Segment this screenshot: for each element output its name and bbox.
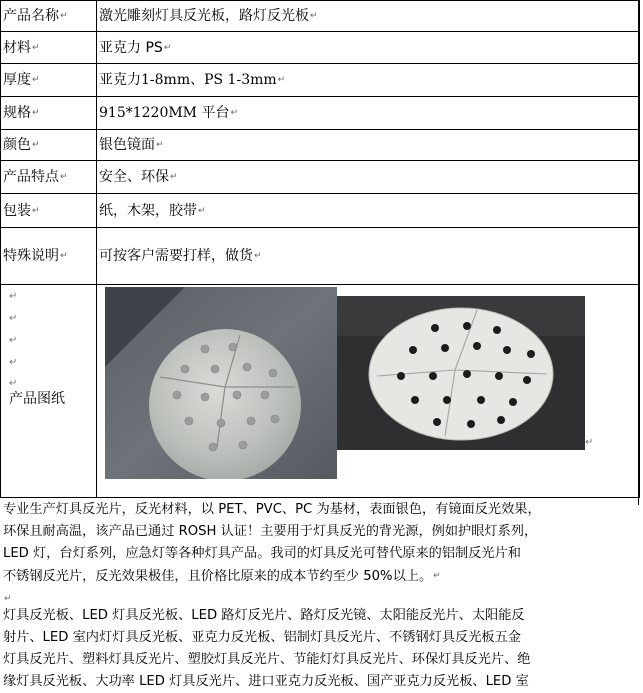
reflector-photo-right	[337, 296, 585, 450]
spec-value: 银色镜面	[99, 137, 155, 153]
spec-row-name: 产品名称↵ 激光雕刻灯具反光板，路灯反光板↵	[1, 1, 640, 32]
spec-label: 特殊说明	[3, 248, 59, 264]
spec-row-drawing: ↵ ↵ ↵ ↵ ↵ 产品图纸 ↵	[1, 285, 640, 498]
text-line: 缘灯具反光板、大功率 LED 灯具反光片、进口亚克力反光板、国产亚克力反光板、LED 室	[3, 674, 529, 689]
figure-label: 产品图纸	[9, 391, 65, 407]
spec-row-color: 颜色↵ 银色镜面↵	[1, 130, 640, 161]
spec-value: 亚克力1-8mm、PS 1-3mm	[99, 72, 277, 88]
spec-row-material: 材料↵ 亚克力 PS↵	[1, 32, 640, 64]
spec-value: 可按客户需要打样，做货	[99, 248, 253, 264]
text-line: 灯具反光片、塑料灯具反光片、塑胶灯具反光片、节能灯灯具反光片、环保灯具反光片、绝	[3, 652, 531, 667]
spec-row-features: 产品特点↵ 安全、环保↵	[1, 161, 640, 194]
spec-row-size: 规格↵ 915*1220MM 平台↵	[1, 97, 640, 130]
text-line: 射片、LED 室内灯灯具反光板、亚克力反光板、铝制灯具反光片、不锈钢灯具反光板五金	[3, 630, 521, 645]
spec-label: 规格	[3, 105, 31, 121]
spec-row-thickness: 厚度↵ 亚克力1-8mm、PS 1-3mm↵	[1, 64, 640, 97]
text-line: 环保且耐高温，该产品已通过 ROSH 认证！主要用于灯具反光的背光源，例如护眼灯系列，	[3, 524, 538, 539]
intro-paragraph: 专业生产灯具反光片，反光材料，以 PET、PVC、PC 为基材，表面银色，有镜面反光效果， 环保且耐高温，该产品已通过 ROSH 认证！主要用于灯具反光的背光源，例如护眼灯系列， LED 灯，台灯系列，应急灯等各种灯具产品。我司的灯具反光可替代原来的铝制反光片和 不锈钢反光片，反光效果极佳，且价格比原来的成本节约至少 50%以上。↵ ↵	[3, 499, 640, 611]
spec-label: 颜色	[3, 137, 31, 153]
spec-row-packaging: 包装↵ 纸，木架，胶带↵	[1, 194, 640, 228]
spec-value: 安全、环保	[99, 169, 169, 185]
reflector-photo-left	[105, 287, 337, 479]
spec-label: 厚度	[3, 72, 31, 88]
spec-row-special: 特殊说明↵ 可按客户需要打样，做货↵	[1, 228, 640, 285]
spec-value: 亚克力 PS	[99, 39, 163, 56]
spec-label: 产品名称	[3, 8, 59, 24]
text-line: LED 灯，台灯系列，应急灯等各种灯具产品。我司的灯具反光可替代原来的铝制反光片和	[3, 546, 521, 561]
spec-value: 纸，木架，胶带	[99, 202, 197, 219]
spec-label: 产品特点	[3, 169, 59, 185]
text-line: 专业生产灯具反光片，反光材料，以 PET、PVC、PC 为基材，表面银色，有镜面反光效果，	[3, 502, 541, 517]
spec-label: 包装	[3, 202, 31, 219]
keyword-paragraph	[3, 605, 640, 693]
spec-value: 激光雕刻灯具反光板，路灯反光板	[99, 8, 309, 24]
text-line: 灯具反光板、LED 灯具反光板、LED 路灯反光片、路灯反光镜、太阳能反光片、太阳能反	[3, 608, 525, 623]
spec-value: 915*1220MM 平台	[99, 105, 230, 121]
text-line: 不锈钢反光片，反光效果极佳，且价格比原来的成本节约至少 50%以上。	[3, 569, 433, 584]
spec-label: 材料	[3, 39, 31, 56]
